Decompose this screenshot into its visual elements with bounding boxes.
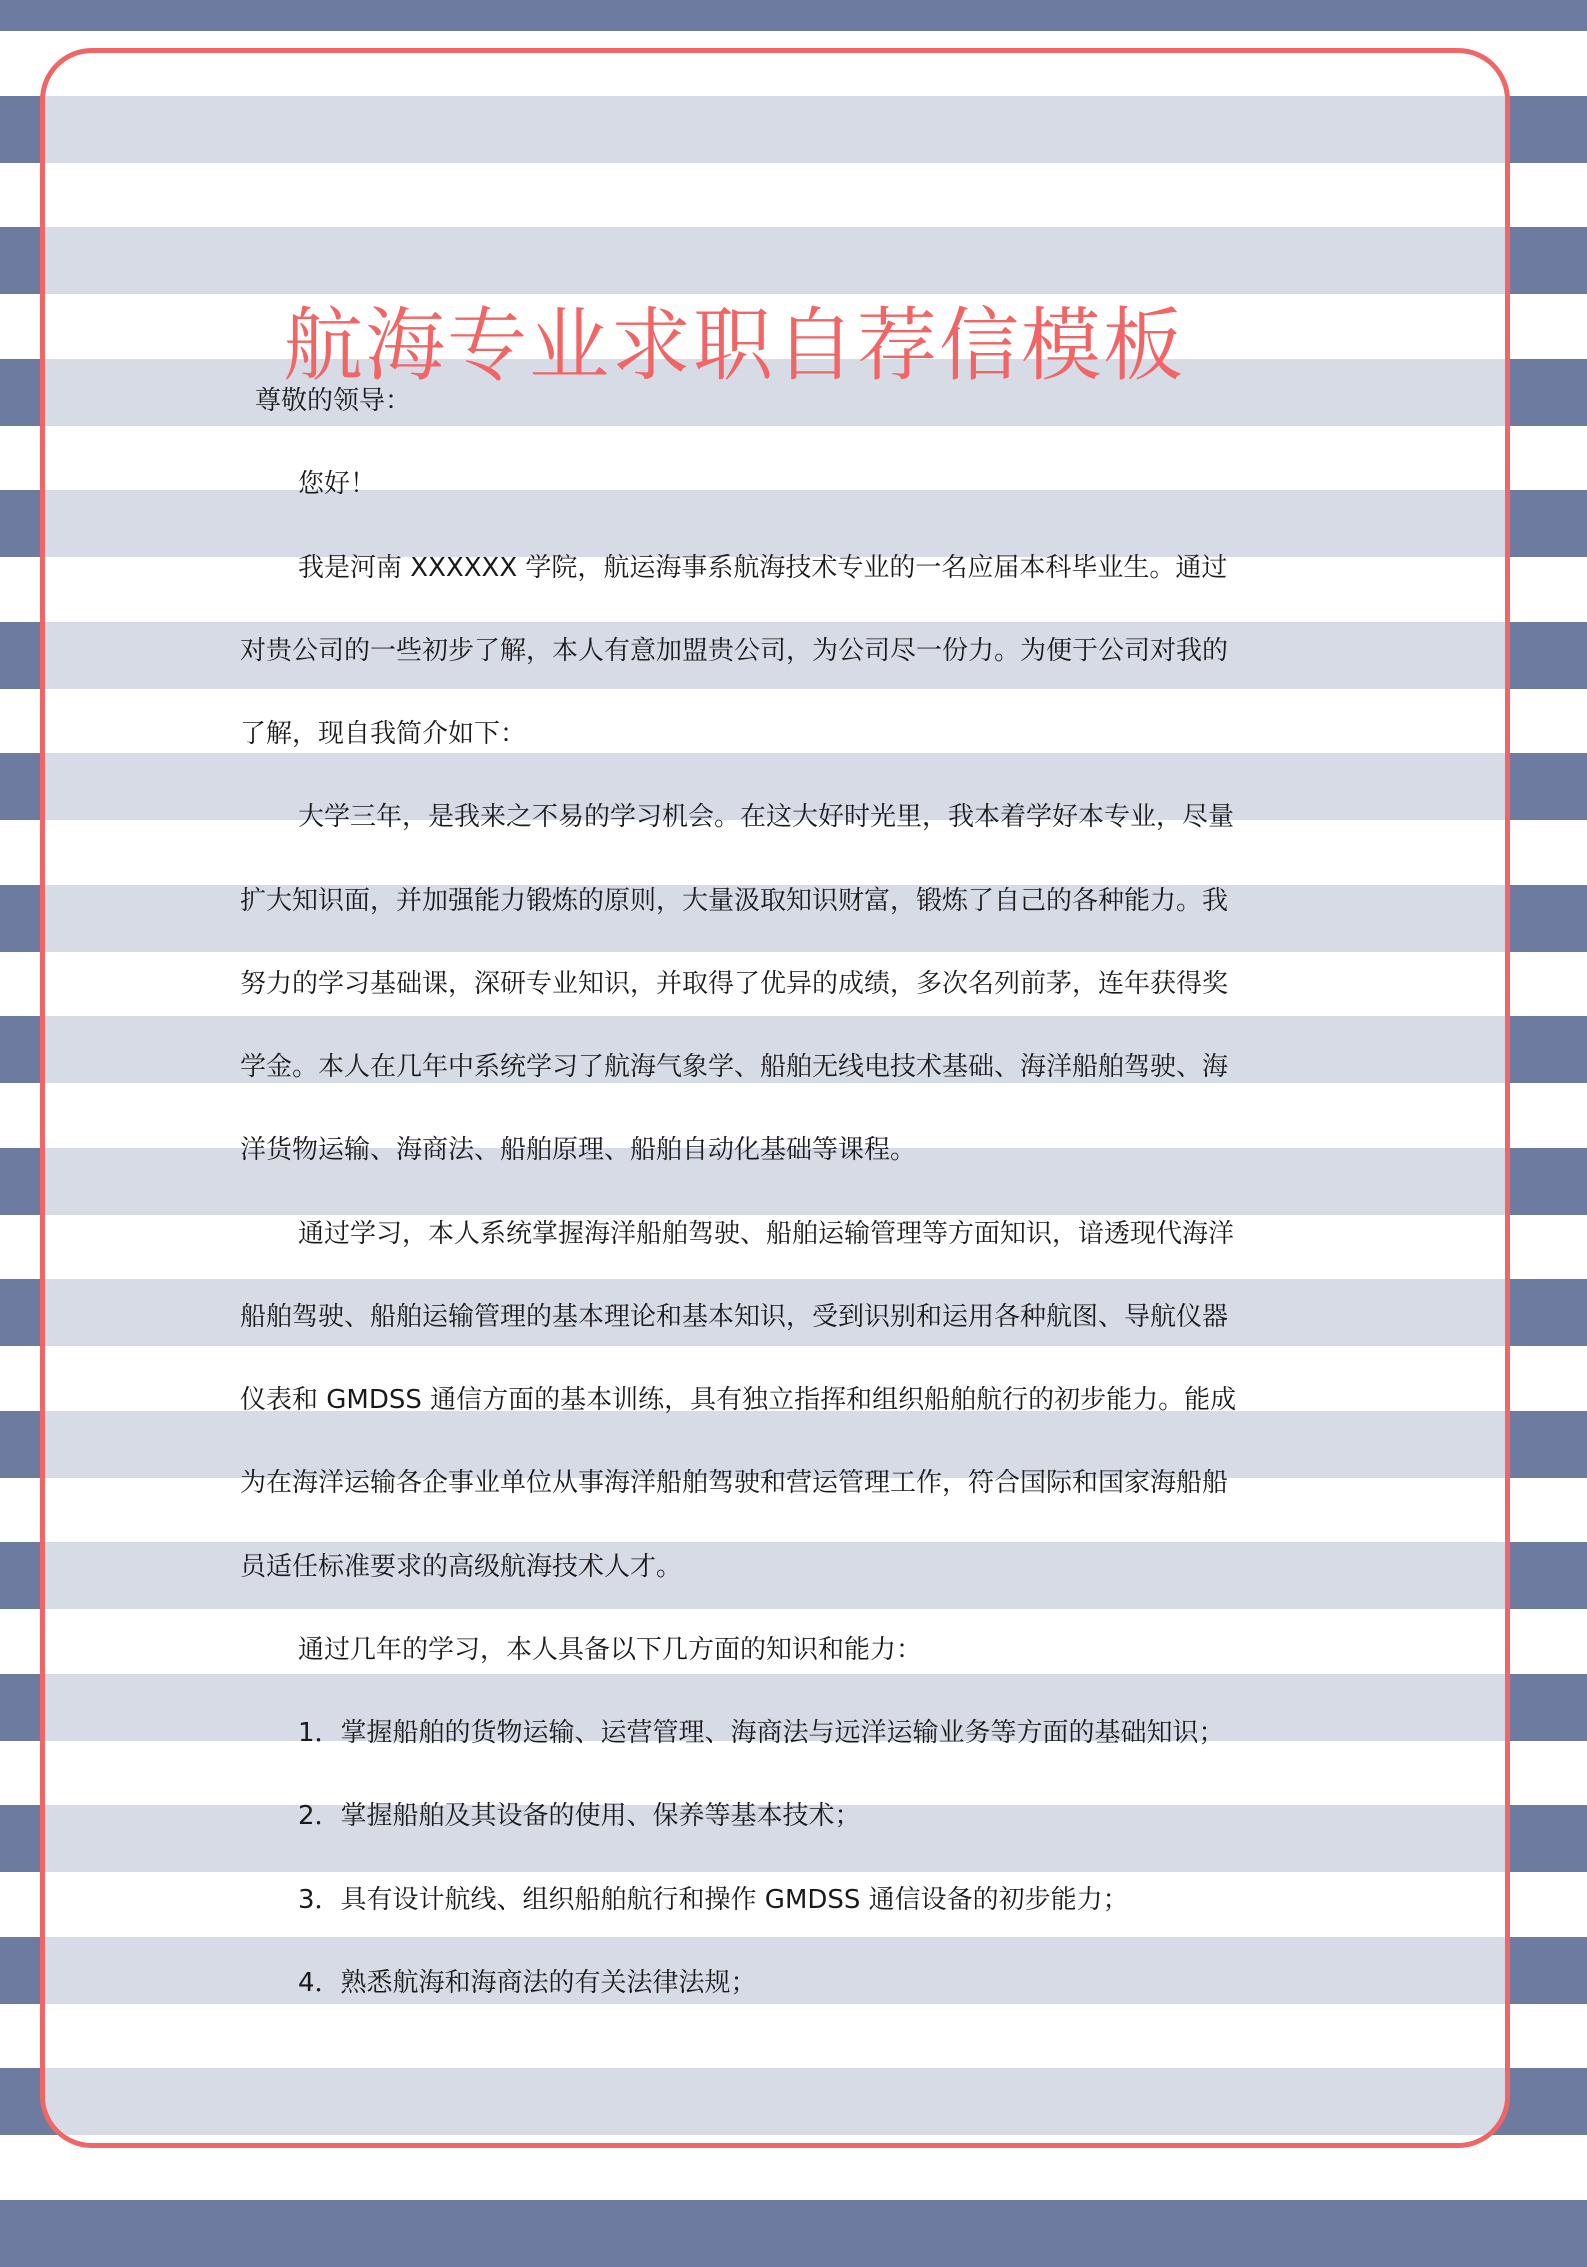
letter-line: 大学三年，是我来之不易的学习机会。在这大好时光里，我本着学好本专业，尽量 xyxy=(298,802,1235,833)
letter-line: 我是河南 XXXXXX 学院，航运海事系航海技术专业的一名应届本科毕业生。通过 xyxy=(298,552,1228,583)
letter-line: 仪表和 GMDSS 通信方面的基本训练，具有独立指挥和组织船舶航行的初步能力。能成 xyxy=(240,1385,1237,1416)
page-title: 航海专业求职自荐信模板 xyxy=(283,299,1185,392)
letter-line: 对贵公司的一些初步了解，本人有意加盟贵公司，为公司尽一份力。为便于公司对我的 xyxy=(240,635,1229,666)
letter-line: 洋货物运输、海商法、船舶原理、船舶自动化基础等课程。 xyxy=(240,1135,917,1166)
stripe xyxy=(0,2200,1587,2267)
letter-line: 努力的学习基础课，深研专业知识，并取得了优异的成绩，多次名列前茅，连年获得奖 xyxy=(240,968,1229,999)
letter-line: 学金。本人在几年中系统学习了航海气象学、船舶无线电技术基础、海洋船舶驾驶、海 xyxy=(240,1052,1229,1083)
letter-line: 通过几年的学习，本人具备以下几方面的知识和能力： xyxy=(298,1634,923,1665)
card-stripe xyxy=(45,490,1505,557)
letter-line: 1．掌握船舶的货物运输、运营管理、海商法与远洋运输业务等方面的基础知识； xyxy=(298,1718,1225,1749)
letter-line: 通过学习，本人系统掌握海洋船舶驾驶、船舶运输管理等方面知识，谙透现代海洋 xyxy=(298,1218,1235,1249)
letter-line: 3．具有设计航线、组织船舶航行和操作 GMDSS 通信设备的初步能力； xyxy=(298,1884,1129,1915)
letter-line: 船舶驾驶、船舶运输管理的基本理论和基本知识，受到识别和运用各种航图、导航仪器 xyxy=(240,1301,1229,1332)
letter-line: 扩大知识面，并加强能力锻炼的原则，大量汲取知识财富，锻炼了自己的各种能力。我 xyxy=(240,885,1229,916)
letter-line: 您好！ xyxy=(298,469,377,500)
letter-line: 4．熟悉航海和海商法的有关法律法规； xyxy=(298,1967,757,1998)
card-stripe xyxy=(45,1937,1505,2004)
letter-line: 尊敬的领导： xyxy=(255,386,412,416)
letter-line: 为在海洋运输各企事业单位从事海洋船舶驾驶和营运管理工作，符合国际和国家海船船 xyxy=(240,1468,1229,1499)
stripe xyxy=(0,0,1587,31)
letter-line: 2．掌握船舶及其设备的使用、保养等基本技术； xyxy=(298,1801,861,1832)
letter-card xyxy=(40,48,1510,2148)
card-stripe xyxy=(45,2068,1505,2135)
card-stripe xyxy=(45,96,1505,163)
letter-line: 员适任标准要求的高级航海技术人才。 xyxy=(240,1551,683,1582)
letter-line: 了解，现自我简介如下： xyxy=(240,719,527,750)
